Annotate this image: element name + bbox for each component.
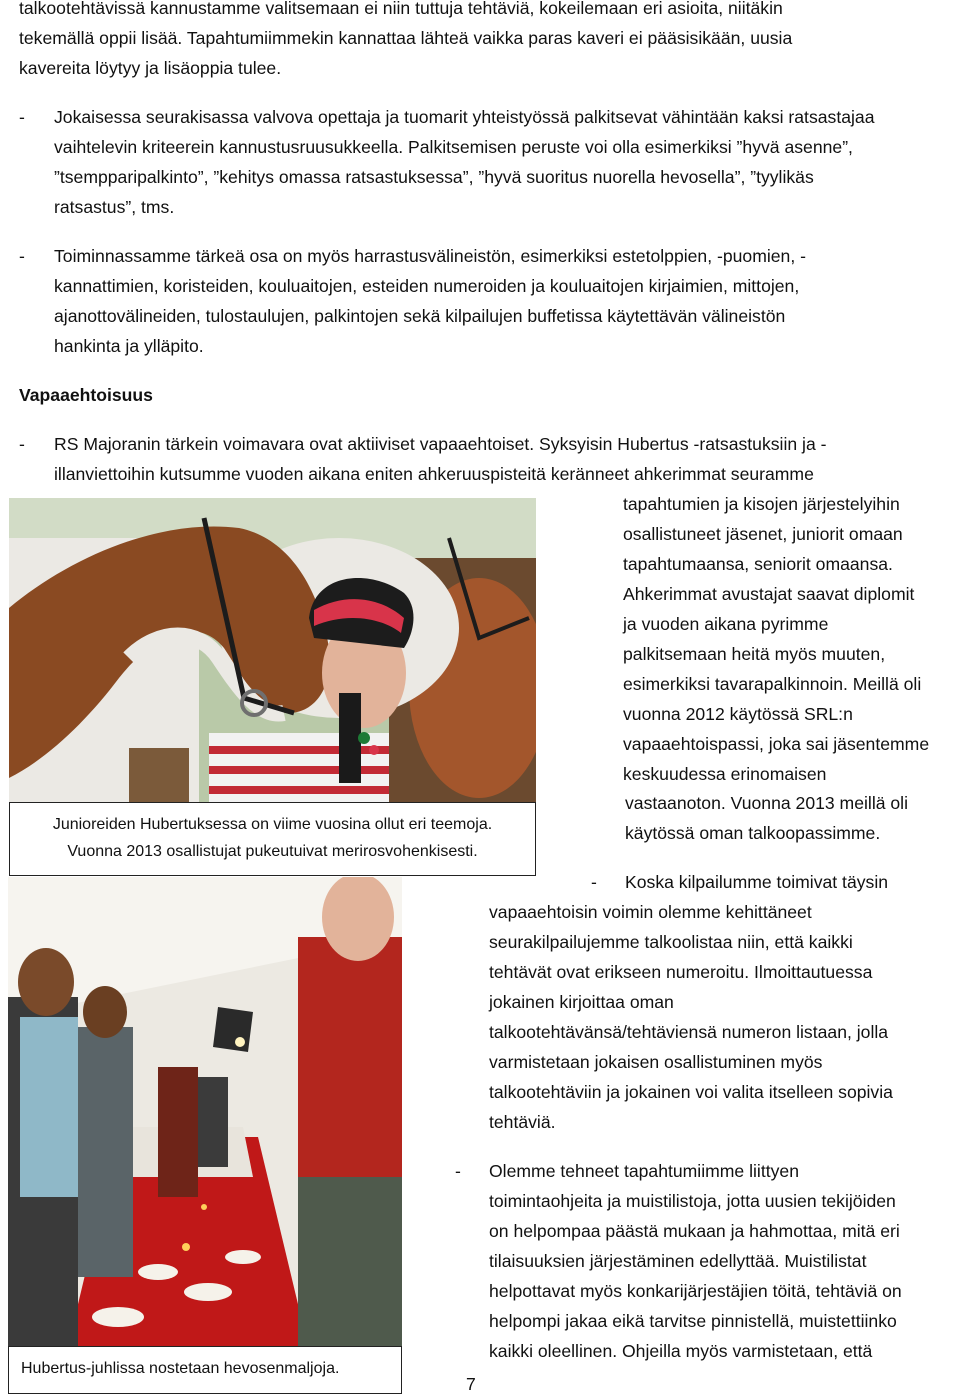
- talkoolista-line: tehtävät ovat erikseen numeroitu. Ilmoittautuessa: [489, 962, 873, 982]
- equipment-line: Toiminnassamme tärkeä osa on myös harrastusvälineistön, esimerkiksi estetolppien, -puomien, -: [54, 246, 806, 266]
- photo-horses-illustration: [9, 498, 536, 802]
- talkoolista-line: Koska kilpailumme toimivat täysin: [625, 872, 889, 892]
- instructions-line: on helpompaa päästä mukaan ja hahmottaa, mitä eri: [489, 1221, 900, 1241]
- instructions-line: tilaisuuksien järjestäminen edellyttää. Muistilistat: [489, 1251, 867, 1271]
- volunteers-line: Ahkerimmat avustajat saavat diplomit: [623, 584, 915, 604]
- section-heading: Vapaaehtoisuus: [19, 385, 153, 405]
- volunteers-line: palkitsemaan heitä myös muuten,: [623, 644, 886, 664]
- volunteers-line: vastaanoton. Vuonna 2013 meillä oli: [625, 793, 909, 813]
- equipment-line: hankinta ja ylläpito.: [54, 336, 204, 356]
- instructions-line: helpompi jakaa eikä tarvitse pinnistellä, muistettiinko: [489, 1311, 897, 1331]
- instructions-line: helpottavat myös konkarijärjestäjien töitä, tehtäviä on: [489, 1281, 902, 1301]
- bullet-marker: -: [591, 872, 597, 892]
- volunteers-line: illanviettoihin kutsumme vuoden aikana eniten ahkeruuspisteitä keränneet ahkerimmat seuramme: [54, 464, 814, 484]
- photo-dinner: [8, 877, 402, 1346]
- photo-horses-caption: [9, 802, 536, 876]
- volunteers-line: RS Majoranin tärkein voimavara ovat aktiiviset vapaaehtoiset. Syksyisin Hubertus -ratsastuksiin ja -: [54, 434, 827, 454]
- photo-dinner-caption: Hubertus-juhlissa nostetaan hevosenmaljoja.: [8, 1346, 402, 1394]
- rewards-line: Jokaisessa seurakisassa valvova opettaja ja tuomarit yhteistyössä palkitsevat vähintään kaksi ratsastajaa: [54, 107, 875, 127]
- volunteers-line: ja vuoden aikana pyrimme: [623, 614, 829, 634]
- rewards-line: ”tsempparipalkinto”, ”kehitys omassa ratsastuksessa”, ”hyvä suoritus nuorella hevosella”, ”tyylikäs: [54, 167, 814, 187]
- volunteers-line: keskuudessa erinomaisen: [623, 764, 827, 784]
- talkoolista-line: seurakilpailujemme talkoolistaa niin, että kaikki: [489, 932, 853, 952]
- photo-dinner-illustration: [8, 877, 402, 1346]
- rewards-line: vaihtelevin kriteerein kannustusruusukkeella. Palkitsemisen peruste voi olla esimerkiksi ”hyvä asenne”,: [54, 137, 853, 157]
- volunteers-line: käytössä oman talkoopassimme.: [625, 823, 881, 843]
- bullet-marker: -: [455, 1161, 461, 1181]
- equipment-line: kannattimien, koristeiden, kouluaitojen, esteiden numeroiden ja kouluaitojen kirjaimien, mittojen,: [54, 276, 800, 296]
- volunteers-line: vapaaehtoispassi, joka sai jäsentemme: [623, 734, 930, 754]
- volunteers-line: tapahtumaansa, seniorit omaansa.: [623, 554, 893, 574]
- caption-line: Junioreiden Hubertuksessa on viime vuosina ollut eri teemoja.: [52, 816, 493, 833]
- talkoolista-line: tehtäviä.: [489, 1112, 556, 1132]
- volunteers-line: vuonna 2012 käytössä SRL:n: [623, 704, 853, 724]
- instructions-line: kaikki oleellinen. Ohjeilla myös varmistetaan, että: [489, 1341, 873, 1361]
- page-number: 7: [466, 1374, 476, 1394]
- intro-line: talkootehtävissä kannustamme valitsemaan ei niin tuttuja tehtäviä, kokeilemaan eri asioita, niitäkin: [19, 0, 783, 18]
- photo-horses: [9, 498, 536, 802]
- bullet-marker: -: [19, 434, 25, 454]
- caption-line: Vuonna 2013 osallistujat pukeutuivat merirosvohenkisesti.: [67, 843, 478, 860]
- instructions-line: toimintaohjeita ja muistilistoja, jotta uusien tekijöiden: [489, 1191, 896, 1211]
- equipment-line: ajanottovälineiden, tulostaulujen, palkintojen sekä kilpailujen buffetissa käytettävän välineistön: [54, 306, 786, 326]
- volunteers-line: osallistuneet jäsenet, juniorit omaan: [623, 524, 903, 544]
- talkoolista-line: vapaaehtoisin voimin olemme kehittäneet: [489, 902, 812, 922]
- instructions-line: Olemme tehneet tapahtumiimme liittyen: [489, 1161, 799, 1181]
- talkoolista-line: talkootehtävänsä/tehtäviensä numeron listaan, jolla: [489, 1022, 889, 1042]
- talkoolista-line: talkootehtäviin ja jokainen voi valita itselleen sopivia: [489, 1082, 893, 1102]
- intro-line: kavereita löytyy ja lisäoppia tulee.: [19, 58, 282, 78]
- talkoolista-line: jokainen kirjoittaa oman: [489, 992, 674, 1012]
- bullet-marker: -: [19, 107, 25, 127]
- intro-line: tekemällä oppii lisää. Tapahtumiimmekin kannattaa lähteä vaikka paras kaveri ei pääsisikään, uusia: [19, 28, 793, 48]
- volunteers-line: tapahtumien ja kisojen järjestelyihin: [623, 494, 900, 514]
- bullet-marker: -: [19, 246, 25, 266]
- volunteers-line: esimerkiksi tavarapalkinnoin. Meillä oli: [623, 674, 922, 694]
- rewards-line: ratsastus”, tms.: [54, 197, 175, 217]
- talkoolista-line: varmistetaan jokaisen osallistuminen myös: [489, 1052, 823, 1072]
